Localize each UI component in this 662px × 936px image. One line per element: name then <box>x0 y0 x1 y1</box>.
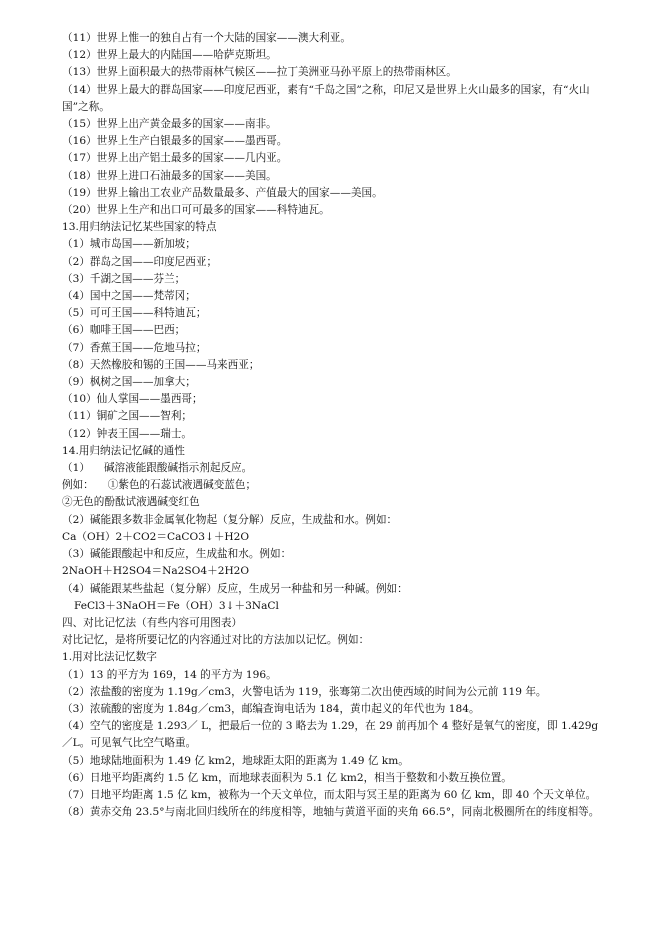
list-item: （5）可可王国——科特迪瓦； <box>62 307 207 320</box>
text-paragraph: （3）浓硫酸的密度为 1.84g／cm3，邮编查询电话为 184，黄巾起义的年代也为 184。 <box>62 702 480 715</box>
list-item: （2）群岛之国——印度尼西亚； <box>62 255 218 268</box>
section-heading: 13.用归纳法记忆某些国家的特点 <box>62 221 217 234</box>
text-line: （15）世界上出产黄金最多的国家——南非。 <box>62 118 277 131</box>
list-item: （11）铜矿之国——智利； <box>62 410 193 423</box>
list-item: （6）咖啡王国——巴西； <box>62 324 186 337</box>
text-paragraph: （2）浓盐酸的密度为 1.19g／cm3，火警电话为 119，张骞第二次出使西域的时间为公元前 119 年。 <box>62 685 547 698</box>
text-line: ②无色的酚酞试液遇碱变红色 <box>62 496 200 509</box>
list-item: （4）国中之国——梵蒂冈； <box>62 290 196 303</box>
list-item: （10）仙人掌国——墨西哥； <box>62 393 203 406</box>
item-number: （1） <box>62 462 90 475</box>
list-item: （8）天然橡胶和锡的王国——马来西亚； <box>62 358 260 371</box>
section-heading: 四、对比记忆法（有些内容可用图表） <box>62 616 243 629</box>
text-paragraph: （4）空气的密度是 1.293／ L，把最后一位的 3 略去为 1.29，在 29 前再加个 4 整好是氧气的密度，即 1.429g／L。可见氧气比空气略重。 <box>62 720 599 750</box>
item-text: 碱溶液能跟酸碱指示剂起反应。 <box>103 462 253 475</box>
text-line: 对比记忆，是将所要记忆的内容通过对比的方法加以记忆。例如： <box>62 634 370 647</box>
text-line: （17）世界上出产铝土最多的国家——几内亚。 <box>62 152 288 165</box>
list-item: （1）城市岛国——新加坡； <box>62 238 196 251</box>
list-item: （12）钟表王国——瑞士。 <box>62 427 193 440</box>
text-line: （12）世界上最大的内陆国——哈萨克斯坦。 <box>62 49 277 62</box>
text-paragraph: （7）日地平均距离 1.5 亿 km，被称为一个天文单位，而太阳与冥王星的距离为 60 亿 km，即 40 个天文单位。 <box>62 788 597 801</box>
formula-line: 2NaOH＋H2SO4＝Na2SO4＋2H2O <box>62 565 250 578</box>
text-line: （11）世界上惟一的独自占有一个大陆的国家——澳大利亚。 <box>62 32 351 44</box>
example-label: 例如： <box>62 479 94 492</box>
text-line: （16）世界上生产白银最多的国家——墨西哥。 <box>62 135 288 148</box>
section-heading: 1.用对比法记忆数字 <box>62 651 157 664</box>
text-line: （3）碱能跟酸起中和反应，生成盐和水。例如： <box>62 548 292 561</box>
formula-line: FeCl3＋3NaOH＝Fe（OH）3↓＋3NaCl <box>74 599 279 612</box>
text-line: （18）世界上进口石油最多的国家——美国。 <box>62 169 277 182</box>
text-line <box>62 460 602 477</box>
list-item: （9）枫树之国——加拿大； <box>62 376 196 389</box>
list-item: （7）香蕉王国——危地马拉； <box>62 341 207 354</box>
text-line: （13）世界上面积最大的热带雨林气候区——拉丁美洲亚马孙平原上的热带雨林区。 <box>62 66 457 79</box>
text-line: （2）碱能跟多数非金属氧化物起（复分解）反应，生成盐和水。例如： <box>62 513 398 526</box>
text-line <box>62 477 602 494</box>
text-line: （19）世界上输出工农业产品数量最多、产值最大的国家——美国。 <box>62 186 383 199</box>
section-heading: 14.用归纳法记忆碱的通性 <box>62 444 185 457</box>
example-text: ①紫色的石蕊试液遇碱变蓝色； <box>107 479 257 492</box>
text-paragraph: （6）日地平均距离约 1.5 亿 km，而地球表面积为 5.1 亿 km2，相当于整数和小数互换位置。 <box>62 771 512 784</box>
formula-line: Ca（OH）2＋CO2＝CaCO3↓＋H2O <box>62 530 250 543</box>
text-line: （4）碱能跟某些盐起（复分解）反应，生成另一种盐和另一种碱。例如： <box>62 582 408 595</box>
text-paragraph: （14）世界上最大的群岛国家——印度尼西亚，素有“千岛之国”之称，印尼又是世界上火山最多的国家，有“火山国”之称。 <box>62 83 590 113</box>
text-paragraph: （5）地球陆地面积为 1.49 亿 km2，地球距太阳的距离为 1.49 亿 km。 <box>62 754 409 767</box>
text-line: （1）13 的平方为 169，14 的平方为 196。 <box>62 668 277 681</box>
text-line: （20）世界上生产和出口可可最多的国家——科特迪瓦。 <box>62 204 330 217</box>
text-paragraph: （8）黄赤交角 23.5°与南北回归线所在的纬度相等，地轴与黄道平面的夹角 66.5°，同南北极圈所在的纬度相等。 <box>62 806 600 819</box>
list-item: （3）千湖之国——芬兰； <box>62 272 186 285</box>
